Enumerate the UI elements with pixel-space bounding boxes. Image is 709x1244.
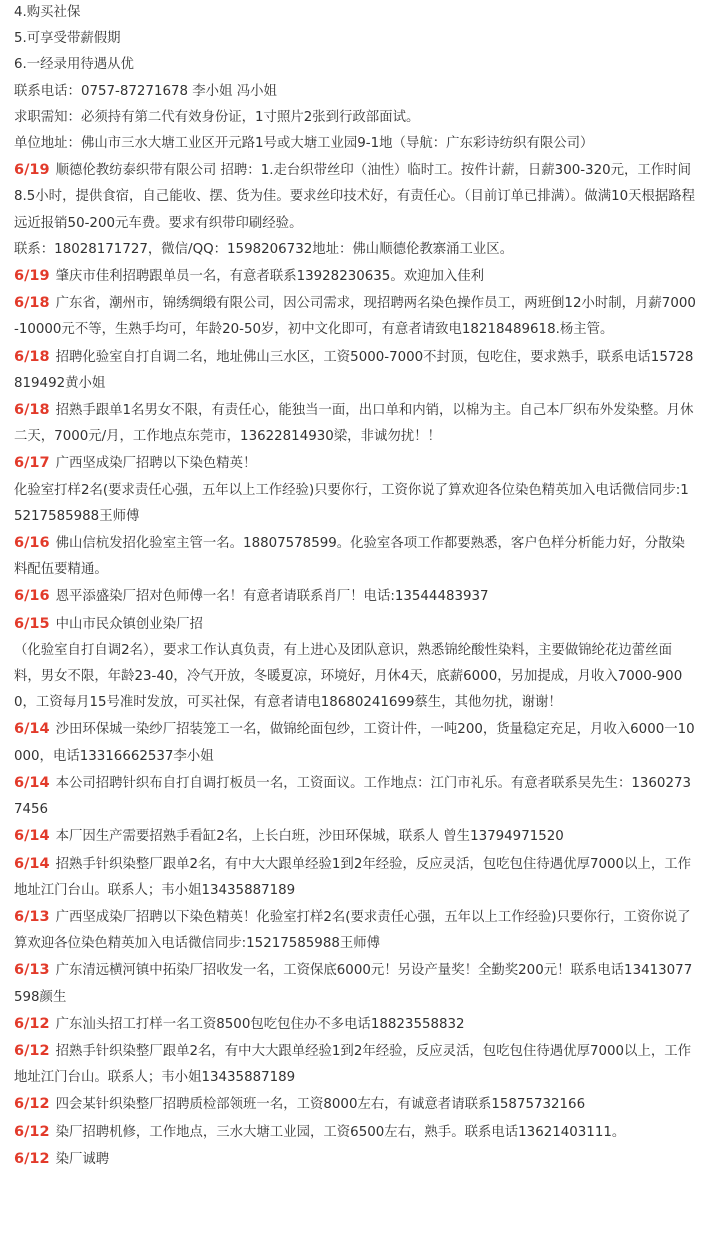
- listing-item: [14, 1038, 697, 1091]
- listing-item: [14, 716, 697, 769]
- listing-text: 广东清远横河镇中拓染厂招收发一名，工资保底6000元！另设产量奖！全勤奖200元！联系电话13413077598颜生: [14, 963, 693, 1005]
- listing-item: [14, 1011, 697, 1038]
- listing-date: 6/14: [14, 774, 50, 791]
- listings-section: [14, 157, 697, 1173]
- listing-text: 招熟手针织染整厂跟单2名，有中大大跟单经验1到2年经验，反应灵活，包吃包住待遇优厚7000以上，工作地址江门台山。联系人；韦小姐13435887189: [14, 1043, 692, 1086]
- listing-date: 6/19: [14, 268, 50, 285]
- listing-date: 6/14: [14, 855, 50, 872]
- listing-text: 广东汕头招工打样一名工资8500包吃包住办不多电话18823558832: [55, 1016, 465, 1032]
- listing-item: [14, 823, 697, 850]
- listing-date: 6/19: [14, 162, 50, 179]
- listing-date: 6/12: [14, 1150, 50, 1167]
- listing-item: [14, 237, 697, 263]
- listing-text: 恩平添盛染厂招对色师傅一名！有意者请联系肖厂！电话:13544483937: [55, 589, 489, 605]
- listing-date: 6/16: [14, 588, 50, 605]
- listing-date: 6/15: [14, 615, 50, 632]
- intro-line: 联系电话：0757-87271678 李小姐 冯小姐: [14, 83, 277, 99]
- listing-date: 6/13: [14, 908, 50, 925]
- listing-date: 6/14: [14, 721, 50, 738]
- intro-line: 求职需知：必须持有第二代有效身份证，1寸照片2张到行政部面试。: [14, 109, 420, 125]
- listing-text: 招熟手针织染整厂跟单2名，有中大大跟单经验1到2年经验，反应灵活，包吃包住待遇优厚7000以上，工作地址江门台山。联系人；韦小姐13435887189: [14, 856, 692, 898]
- intro-line: 6.一经录用待遇从优: [14, 57, 134, 73]
- listing-item: [14, 851, 697, 904]
- listing-text: 中山市民众镇创业染厂招: [55, 616, 203, 632]
- listing-item: [14, 904, 697, 957]
- intro-line: 单位地址：佛山市三水大塘工业区开元路1号或大塘工业园9-1地（导航：广东彩诗纺织有限公司）: [14, 136, 594, 152]
- listing-date: 6/12: [14, 1042, 50, 1059]
- listing-item: [14, 1146, 697, 1173]
- listing-item: [14, 397, 697, 450]
- listing-text: 肇庆市佳利招聘跟单员一名，有意者联系13928230635。欢迎加入佳利: [55, 269, 485, 285]
- listing-item: [14, 1119, 697, 1146]
- listing-text: 四会某针织染整厂招聘质检部领班一名，工资8000左右，有诚意者请联系15875732166: [55, 1097, 586, 1113]
- listing-date: 6/18: [14, 402, 50, 419]
- listing-text: 染厂招聘机修，工作地点，三水大塘工业园，工资6500左右，熟手。联系电话13621403111。: [55, 1124, 626, 1140]
- listing-text: （化验室自打自调2名），要求工作认真负责，有上进心及团队意识，熟悉锦纶酸性染料，主要做锦纶花边蕾丝面料，男女不限，年龄23-40，冷气开放，冬暖夏凉，环境好，月休4天，底薪6000，另加提成，月收入7000-9000，工资每月15号准时发放，可买社保，有意者请电18680241699蔡生，其他勿扰，谢谢！: [14, 642, 683, 711]
- listing-text: 沙田环保城一染纱厂招装笼工一名，做锦纶面包纱，工资计件，一吨200，货量稳定充足，月收入6000一10000，电话13316662537李小姐: [14, 722, 695, 764]
- listing-date: 6/14: [14, 828, 50, 845]
- listing-text: 招聘化验室自打自调二名，地址佛山三水区，工资5000-7000不封顶，包吃住，要求熟手，联系电话15728819492黄小姐: [14, 349, 694, 391]
- intro-section: [14, 0, 697, 157]
- listing-item: [14, 957, 697, 1010]
- listing-text: 广西坚成染厂招聘以下染色精英！化验室打样2名(要求责任心强，五年以上工作经验)只要你行，工资你说了算欢迎各位染色精英加入电话微信同步:15217585988王师傅: [14, 909, 691, 952]
- listing-date: 6/16: [14, 535, 50, 552]
- listing-item: [14, 611, 697, 638]
- intro-line: 4.购买社保: [14, 5, 81, 20]
- listing-text: 广西坚成染厂招聘以下染色精英！: [55, 456, 257, 472]
- listing-item: [14, 290, 697, 343]
- listing-date: 6/18: [14, 348, 50, 365]
- listing-text: 顺德伦教纺泰织带有限公司 招聘：1.走台织带丝印（油性）临时工。按件计薪，日薪300-320元，工作时间8.5小时，提供食宿，自己能收、摆、货为佳。要求丝印技术好，有责任心。（目前订单已排满）。做满10天根据路程远近报销50-200元车费。要求有织带印刷经验。: [14, 163, 696, 231]
- listing-item: [14, 770, 697, 823]
- listing-item: [14, 530, 697, 583]
- listing-date: 6/18: [14, 295, 50, 312]
- listing-text: 化验室打样2名(要求责任心强，五年以上工作经验)只要你行，工资你说了算欢迎各位染色精英加入电话微信同步:15217585988王师傅: [14, 482, 689, 524]
- listing-text: 本公司招聘针织布自打自调打板员一名，工资面议。工作地点：江门市礼乐。有意者联系吴先生：13602737456: [14, 775, 692, 818]
- listing-text: 联系：18028171727，微信/QQ：1598206732地址：佛山顺德伦教寨涌工业区。: [14, 241, 514, 257]
- listing-date: 6/12: [14, 1096, 50, 1113]
- listing-date: 6/13: [14, 962, 50, 979]
- listing-item: [14, 478, 697, 530]
- listing-item: [14, 157, 697, 237]
- listing-item: [14, 583, 697, 610]
- listing-date: 6/12: [14, 1123, 50, 1140]
- listing-item: [14, 263, 697, 290]
- listing-item: [14, 344, 697, 397]
- listing-text: 广东省，潮州市，锦绣绸缎有限公司，因公司需求，现招聘两名染色操作员工，两班倒12小时制，月薪7000-10000元不等，生熟手均可，年龄20-50岁，初中文化即可，有意者请致电18218489618.杨主管。: [14, 296, 696, 338]
- listing-item: [14, 450, 697, 477]
- listing-item: [14, 1091, 697, 1118]
- listing-date: 6/17: [14, 455, 50, 472]
- listing-text: 招熟手跟单1名男女不限，有责任心，能独当一面，出口单和内销，以棉为主。自己本厂织布外发染整。月休二天，7000元/月，工作地点东莞市，13622814930梁，非诚勿扰！！: [14, 403, 694, 445]
- listing-item: [14, 638, 697, 717]
- listing-text: 佛山信杭发招化验室主管一名。18807578599。化验室各项工作都要熟悉，客户色样分析能力好，分散染料配伍要精通。: [14, 536, 685, 578]
- listing-date: 6/12: [14, 1015, 50, 1032]
- listing-text: 本厂因生产需要招熟手看缸2名，上长白班，沙田环保城，联系人 曾生13794971520: [55, 829, 564, 845]
- listing-text: 染厂诚聘: [55, 1151, 110, 1167]
- intro-line: 5.可享受带薪假期: [14, 31, 121, 47]
